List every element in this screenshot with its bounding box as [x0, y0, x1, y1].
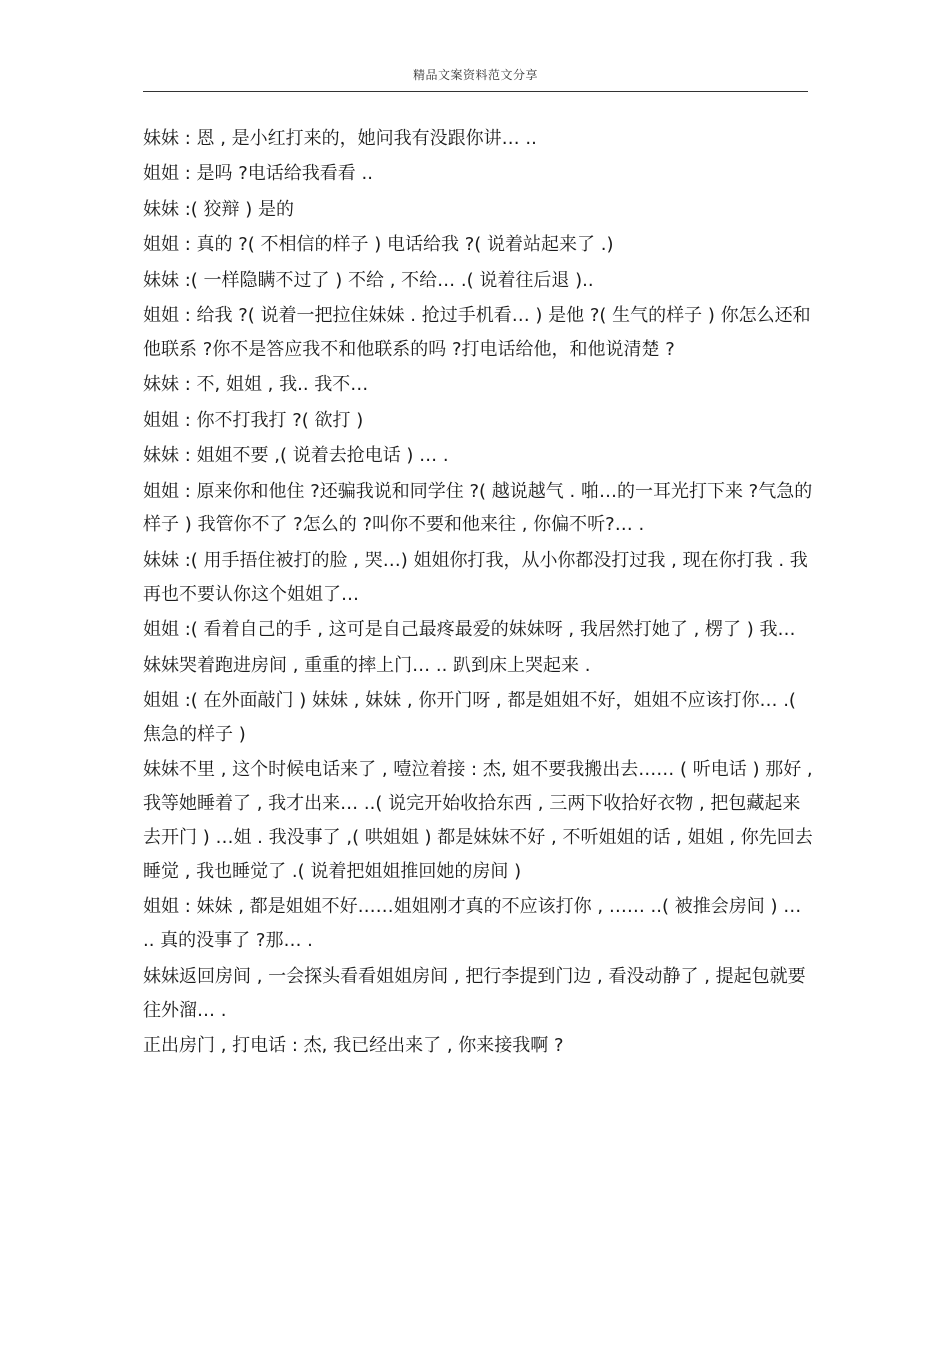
dialogue-line: 正出房门 , 打电话 : 杰, 我已经出来了 , 你来接我啊 ? [143, 1035, 564, 1057]
dialogue-line: 妹妹 : 不, 姐姐 , 我.. 我不… [143, 374, 369, 396]
dialogue-line: 姐姐 : 原来你和他住 ?还骗我说和同学住 ?( 越说越气 . 啪…的一耳光打下来 ?气急的样子 ) 我管你不了 ?怎么的 ?叫你不要和他来往 , 你偏不听?… . [143, 480, 813, 536]
dialogue-line: 妹妹 :( 用手捂住被打的脸 , 哭…) 姐姐你打我，从小你都没打过我 , 现在你打我 . 我再也不要认你这个姐姐了… [143, 549, 808, 605]
page-header [143, 62, 808, 92]
dialogue-line: 姐姐 : 真的 ?( 不相信的样子 ) 电话给我 ?( 说着站起来了 .) [143, 234, 614, 256]
dialogue-line: 姐姐 : 是吗 ?电话给我看看 .. [143, 163, 373, 185]
dialogue-line: 姐姐 :( 在外面敲门 ) 妹妹 , 妹妹 , 你开门呀 , 都是姐姐不好，姐姐不应该打你… .( 焦急的样子 ) [143, 690, 796, 745]
dialogue-line: 妹妹哭着跑进房间 , 重重的摔上门… .. 趴到床上哭起来 . [143, 654, 591, 676]
dialogue-line: 姐姐 :( 看着自己的手 , 这可是自己最疼最爱的妹妹呀 , 我居然打她了 , 楞了 ) 我… [143, 619, 796, 641]
dialogue-line: 妹妹 :( 一样隐瞒不过了 ) 不给 , 不给… .( 说着往后退 ).. [143, 269, 594, 291]
script-body [143, 122, 815, 1064]
dialogue-line: 妹妹不里 , 这个时候电话来了 , 噎泣着接 : 杰, 姐不要我搬出去…… ( 听电话 ) 那好 , 我等她睡着了 , 我才出来… ..( 说完开始收拾东西 , 三两下收拾好衣物 , 把包藏起来去开门 ) …姐 . 我没事了 ,( 哄姐姐 ) 都是妹妹不好 , 不听姐姐的话 , 姐姐 , 你先回去睡觉 , 我也睡觉了 .( 说着把姐姐推回她的房间 ) [143, 759, 813, 883]
dialogue-line: 妹妹返回房间 , 一会探头看看姐姐房间 , 把行李提到门边 , 看没动静了 , 提起包就要往外溜… . [143, 965, 806, 1021]
dialogue-line: 姐姐 : 给我 ?( 说着一把拉住妹妹 . 抢过手机看… ) 是他 ?( 生气的样子 ) 你怎么还和他联系 ?你不是答应我不和他联系的吗 ?打电话给他，和他说清楚 ? [143, 305, 811, 360]
dialogue-line: 妹妹 : 姐姐不要 ,( 说着去抢电话 ) … . [143, 445, 449, 467]
dialogue-line: 姐姐 : 你不打我打 ?( 欲打 ) [143, 409, 364, 431]
dialogue-line: 姐姐 : 妹妹 , 都是姐姐不好……姐姐刚才真的不应该打你 , …… ..( 被推会房间 ) … .. 真的没事了 ?那… . [143, 896, 802, 952]
dialogue-line: 妹妹 :( 狡辩 ) 是的 [143, 198, 294, 220]
dialogue-line: 妹妹 : 恩 , 是小红打来的，她问我有没跟你讲… .. [143, 128, 537, 149]
header-title: 精品文案资料范文分享 [412, 68, 538, 82]
